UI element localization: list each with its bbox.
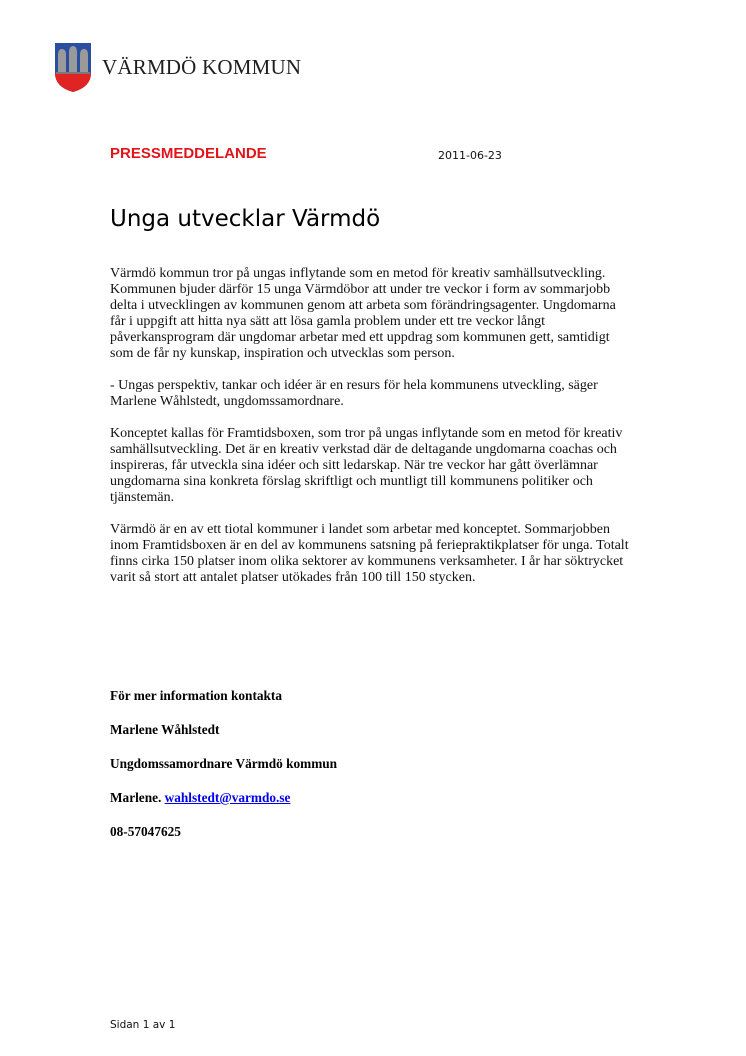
contact-phone: 08-57047625 — [110, 824, 181, 839]
contact-email-link[interactable]: wahlstedt@varmdo.se — [164, 790, 291, 805]
body-paragraph: Värmdö är en av ett tiotal kommuner i landet som arbetar med konceptet. Sommarjobben inom Framtidsboxen är en del av kommunens satsning på feriepraktikplatser för unga. Totalt finns cirka 150 platser inom olika sektorer av kommunens verksamheter. I år har söktrycket varit så stort att antalet platser utökades från 100 till 150 stycken. — [110, 522, 629, 585]
page-of: av — [152, 1019, 166, 1031]
contact-name: Marlene Wåhlstedt — [110, 722, 220, 737]
page-total: 1 — [168, 1019, 176, 1031]
press-release-date: 2011-06-23 — [438, 149, 502, 162]
contact-block — [110, 688, 630, 858]
contact-email-line — [110, 790, 630, 806]
body-paragraph: Värmdö kommun tror på ungas inflytande som en metod för kreativ samhällsutveckling. Kommunen bjuder därför 15 unga Värmdöbor att under tre veckor i form av sommarjobb delta i utvecklingen av kommunen genom att arbeta som förändringsagenter. Ungdomarna får i uppgift att hitta nya sätt att lösa gamla problem under ett tre veckor långt påverkansprogram där ungdomar arbetar med ett uppdrag som kommunen gett, samtidigt som de får ny kunskap, inspiration och utvecklas som person. — [110, 266, 616, 361]
page-title: Unga utvecklar Värmdö — [110, 206, 381, 232]
page-label: Sidan — [110, 1019, 140, 1031]
body-paragraph: - Ungas perspektiv, tankar och idéer är en resurs för hela kommunens utveckling, säger Marlene Wåhlstedt, ungdomssamordnare. — [110, 378, 598, 409]
body-text — [110, 266, 630, 602]
organization-name: VÄRMDÖ KOMMUN — [102, 55, 302, 79]
page-footer — [110, 1019, 175, 1031]
contact-heading: För mer information kontakta — [110, 688, 282, 703]
press-release-label: PRESSMEDDELANDE — [110, 145, 267, 162]
contact-role: Ungdomssamordnare Värmdö kommun — [110, 756, 338, 771]
varmdo-coat-of-arms-icon — [53, 41, 93, 93]
page-current: 1 — [142, 1019, 150, 1031]
contact-email-prefix: Marlene. — [110, 790, 162, 805]
body-paragraph: Konceptet kallas för Framtidsboxen, som tror på ungas inflytande som en metod för kreativ samhällsutveckling. Det är en kreativ verkstad där de deltagande ungdomarna coachas och inspireras, får utveckla sina idéer och sitt ledarskap. När tre veckor har gått överlämnar ungdomarna sina konkreta förslag skriftligt och muntligt till kommunens politiker och tjänstemän. — [110, 426, 623, 505]
